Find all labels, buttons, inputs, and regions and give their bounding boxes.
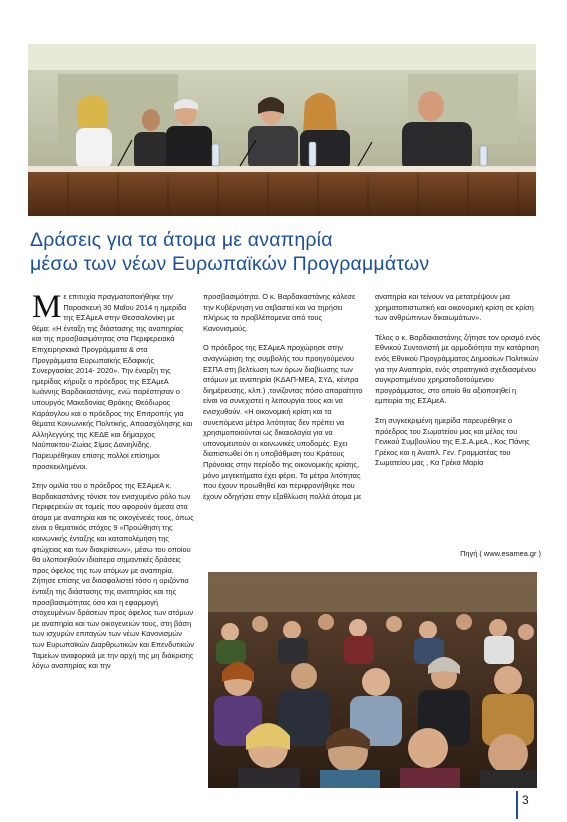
- page-number: 3: [522, 793, 529, 807]
- paragraph: Στη συγκεκριμένη ημερίδα παρευρέθηκε ο πρόεδρος του Σωματείου μας και μέλος του Γενικού Συμβουλίου της Ε.Σ.Α.μεΑ., Κος Πάνης Γρέκος και η Αναπλ. Γεν. Γραμματέας του Σωματείου μας , Κα Γρέκα Μαρία: [375, 415, 530, 468]
- paragraph: προσβασιμότητα. Ο κ. Βαρδακαστάνης κάλεσε την Κυβέρνηση να σεβαστεί και να τηρήσει πλήρως τα προβλέπομενα από τους Κανονισμούς.: [203, 292, 356, 333]
- paragraph-text: ε επιτυχία πραγματοποιήθηκε την Παρασκευή 30 Μαΐου 2014 η ημερίδα της ΕΣΑμεΑ στην Θεσσαλονίκη με θέμα: «Η ένταξη της διάστασης της αναπηρίας και της προσβασιμότητας στα Περιφερειακά Επιχειρησιακά Προγράμματα & στα Προγράμματα Ευρωπαϊκής Εδαφικής Συνεργασίας 2014- 2020». Την έναρξη της ημερίδας κήρυξε ο πρόεδρος της ΕΣΑμεΑ Ιωάννης Βαρδακαστάνης, ενώ παρέστησαν ο υπουργός Μακεδονίας Θράκης Θεόδωρος Καράογλου και ο πρόεδρος της Επιτροπής για θέματα Κοινωνικής Πολιτικής, Αποασχόλησης και Αλληλεγγύης της ΚΕΔΕ και δήμαρχος Ναύπακτου-Ζωίας Σίμος Δανιηλίδης. Παρευρέθηκαν επίσης πολλοί επίσημοι προσκεκλημένοι.: [32, 292, 193, 471]
- title-line-1: Δράσεις για τα άτομα με αναπηρία: [30, 229, 333, 251]
- paragraph: [32, 289, 194, 472]
- page-number-rule: [516, 791, 518, 819]
- drop-cap: Μ: [32, 289, 62, 325]
- text-column-3: [375, 292, 541, 478]
- paragraph: Στην ομιλία του ο πρόεδρος της ΕΣΑμεΑ κ. Βαρδακαστάνης τόνισε τον ενισχυμένο ρόλο των Περιφερειών σε τομείς που αφορούν άμεσα στα άτομα με αναπηρία και τις οικογένειές τους, όπως είναι ο θεματικός στόχος 9 «Προώθηση της κοινωνικής ένταξης και καταπολέμηση της φτώχειας και των διακρίσεων», μέσω του οποίου θα υλοποιηθούν ιδιαίτερα σημαντικές δράσεις προς όφελος της των ατόμων με αναπηρία. Ζήτησε επίσης να διασφαλιστεί τόσο η οριζόντια ένταξη της διάστασης της αναπηρίας και της προσβασιμότητας όσο και η εφαρμογή στοχευμένων δράσεων προς όφελος των ατόμων με αναπηρία και των οικογενειών τους, στη βάση των ισχυρών επιταγών των νέων Κανονισμών των Ευρωπαϊκών Διαρθρωτικών και Επενδυτικών Ταμείων αναφορικά με την αρχή της μη διάκρισης λόγω αναπηρίας και την: [32, 481, 194, 671]
- paragraph: Τέλος ο κ. Βαρδακαστάνης ζήτησε τον ορισμό ενός Εθνικού Συντονιστή με αρμοδιότητα την κατάρτιση ενός Εθνικού Προγράμματος Δημοσίων Πολιτικών για την Αναπηρία, ενός στρατηγικά σχεδιασμένου συγκροτημένου χρηματοδοτούμενου προγράμματος, στο οποίο θα αξιοποιηθεί η εμπειρία της ΕΣΑμεΑ.: [375, 332, 541, 406]
- audience-photo: [208, 572, 537, 788]
- title-line-2: μέσω των νέων Ευρωπαϊκών Προγραμμάτων: [30, 253, 430, 275]
- panel-photo: [28, 44, 536, 216]
- paragraph: Ο πρόεδρος της ΕΣΑμεΑ προχώρησε στην αναγνώριση της συμβολής του προηγούμενου ΕΣΠΑ στη βελτίωση των όρων διαβίωσης των ατόμων με αναπηρία (ΚΔΑΠ-ΜΕΑ, ΣΥΔ, κέντρα διημέρευσης, κλπ.) ,τονίζοντας πόσο απαραίτητο είναι να συνεχιστεί η λειτουργία τους και να ενισχυθούν. «Η οικονομική κρίση και τα συνεπόμενα μέτρα λιτότητας δεν πρέπει να χρησιμοποιούνται ως δικαιολογία για να υπονομευτούν οι κοινωνικές υποδομές. Εχει διαπιστωθεί ότι η υποβάθμιση του Κράτους Πρόνοιας στην περίοδο της οικονομικής κρίσης, μόνο μεγεκτήματα έχει φέρει. Τα μέτρα λιτότητας που έχουν προωθηθεί και περιφρονήθηκε που έχουν οδηγήσει στην εξαθλίωση πολλά άτομα με: [203, 343, 363, 501]
- article-title: [30, 228, 540, 276]
- text-column-2: [203, 292, 365, 511]
- text-column-1: [32, 289, 194, 681]
- source-credit: Πηγή ( www.esamea.gr ): [460, 549, 541, 558]
- paragraph: αναπηρία και τείνουν να μετατρέψουν μια χρηματοπιστωτική και οικονομική κρίση σε κρίση των ανθρώπινων δικαιωμάτων».: [375, 292, 534, 323]
